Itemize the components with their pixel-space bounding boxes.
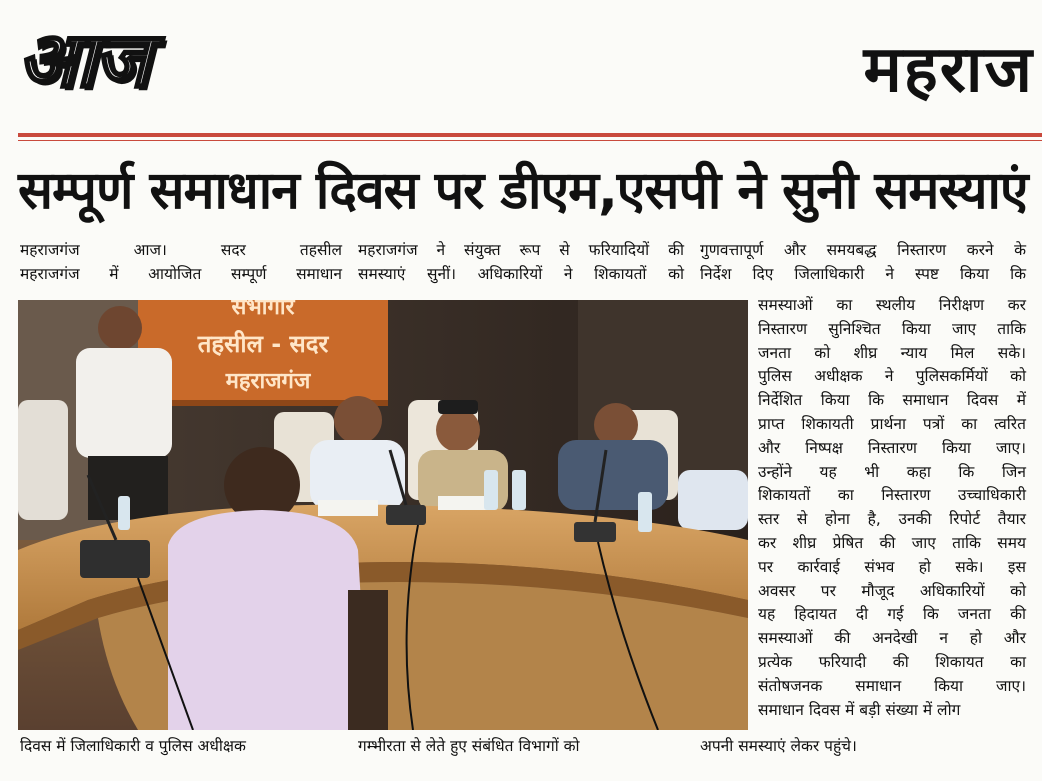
col3-line: समस्याओं की अनदेखी न हो और	[758, 629, 1026, 648]
col3-top-line: गुणवत्तापूर्ण और समयबद्ध निस्तारण करने के	[700, 241, 1026, 259]
col3-line: उन्होंने यह भी कहा कि जिन	[758, 462, 1026, 481]
wall-sign-line2: तहसील - सदर	[197, 330, 329, 358]
person-head	[98, 306, 142, 350]
water-bottle	[638, 492, 652, 532]
article-bottom-col3	[700, 734, 1026, 758]
person-body	[168, 510, 368, 730]
col3-line: निर्देशित किया कि समाधान दिवस में	[758, 391, 1026, 410]
masthead-rule	[18, 133, 1042, 137]
col3-line: शिकायतों का निस्तारण उच्चाधिकारी	[758, 486, 1026, 505]
bottom-text: दिवस में जिलाधिकारी व पुलिस अधीक्षक	[20, 737, 246, 755]
col3-line: निस्तारण सुनिश्चित किया जाए ताकि	[758, 319, 1026, 338]
col3-line: यह हिदायत दी गई कि जनता की	[758, 605, 1026, 624]
water-bottle	[484, 470, 498, 510]
news-photo	[18, 300, 748, 730]
article-col2	[358, 238, 684, 286]
bottom-text: गम्भीरता से लेते हुए संबंधित विभागों को	[358, 737, 580, 755]
article-col3	[758, 294, 1026, 722]
col3-line: और निष्पक्ष निस्तारण किया जाए।	[758, 438, 1026, 457]
col3-line: प्रत्येक फरियादी की शिकायत का	[758, 652, 1026, 671]
meeting-photo-illustration	[18, 300, 748, 730]
water-bottle	[118, 496, 130, 530]
col3-line: कर शीघ्र प्रेषित की जाए ताकि समय	[758, 533, 1026, 552]
article-col3-top	[700, 238, 1026, 286]
col3-line: संतोषजनक समाधान किया जाए।	[758, 676, 1026, 695]
col3-line: प्राप्त शिकायती प्रार्थना पत्रों का त्वरित	[758, 414, 1026, 433]
col1-line: महराजगंज आज। सदर तहसील	[20, 241, 342, 259]
person-head	[334, 396, 382, 444]
headline: सम्पूर्ण समाधान दिवस पर डीएम,एसपी ने सुनी समस्याएं	[18, 161, 1028, 221]
masthead-rule-thin	[18, 140, 1042, 141]
col3-line: पर कार्रवाई संभव हो सके। इस	[758, 557, 1026, 576]
col2-line: समस्याएं सुनीं। अधिकारियों ने शिकायतों को	[358, 265, 684, 283]
chair-foreground	[348, 590, 388, 730]
col3-line: समस्याओं का स्थलीय निरीक्षण कर	[758, 296, 1026, 314]
person-body	[18, 400, 68, 520]
col1-line: महराजगंज में आयोजित सम्पूर्ण समाधान	[20, 265, 342, 283]
person-body	[678, 470, 748, 530]
mic-base	[80, 540, 150, 578]
col3-line: जनता को शीघ्र न्याय मिल सके।	[758, 343, 1026, 362]
col3-line: समाधान दिवस में बड़ी संख्या में लोग	[758, 700, 961, 719]
col3-top-line: निर्देश दिए जिलाधिकारी ने स्पष्ट किया कि	[700, 265, 1026, 283]
bottom-text: अपनी समस्याएं लेकर पहुंचे।	[700, 737, 857, 755]
article-bottom-col1	[20, 734, 342, 758]
article-bottom-col2	[358, 734, 684, 758]
masthead-paper-name: आज	[18, 15, 149, 104]
paper	[438, 496, 488, 510]
article-col1	[20, 238, 342, 286]
masthead-edition: महराज	[863, 33, 1034, 107]
col2-line: महराजगंज ने संयुक्त रूप से फरियादियों की	[358, 241, 684, 259]
mic-base	[386, 505, 426, 525]
wall-sign-line3: महराजगंज	[225, 369, 311, 394]
col3-line: अवसर पर मौजूद अधिकारियों को	[758, 581, 1026, 600]
mic-base	[574, 522, 616, 542]
water-bottle	[512, 470, 526, 510]
paper	[318, 500, 378, 516]
col3-line: पुलिस अधीक्षक ने पुलिसकर्मियों को	[758, 367, 1026, 386]
person-body	[76, 348, 172, 458]
police-cap	[438, 400, 478, 414]
wall-sign-line1: सभागार	[231, 300, 295, 320]
person-head	[436, 408, 480, 452]
col3-line: स्तर से होना है, उनकी रिपोर्ट तैयार	[758, 510, 1026, 529]
